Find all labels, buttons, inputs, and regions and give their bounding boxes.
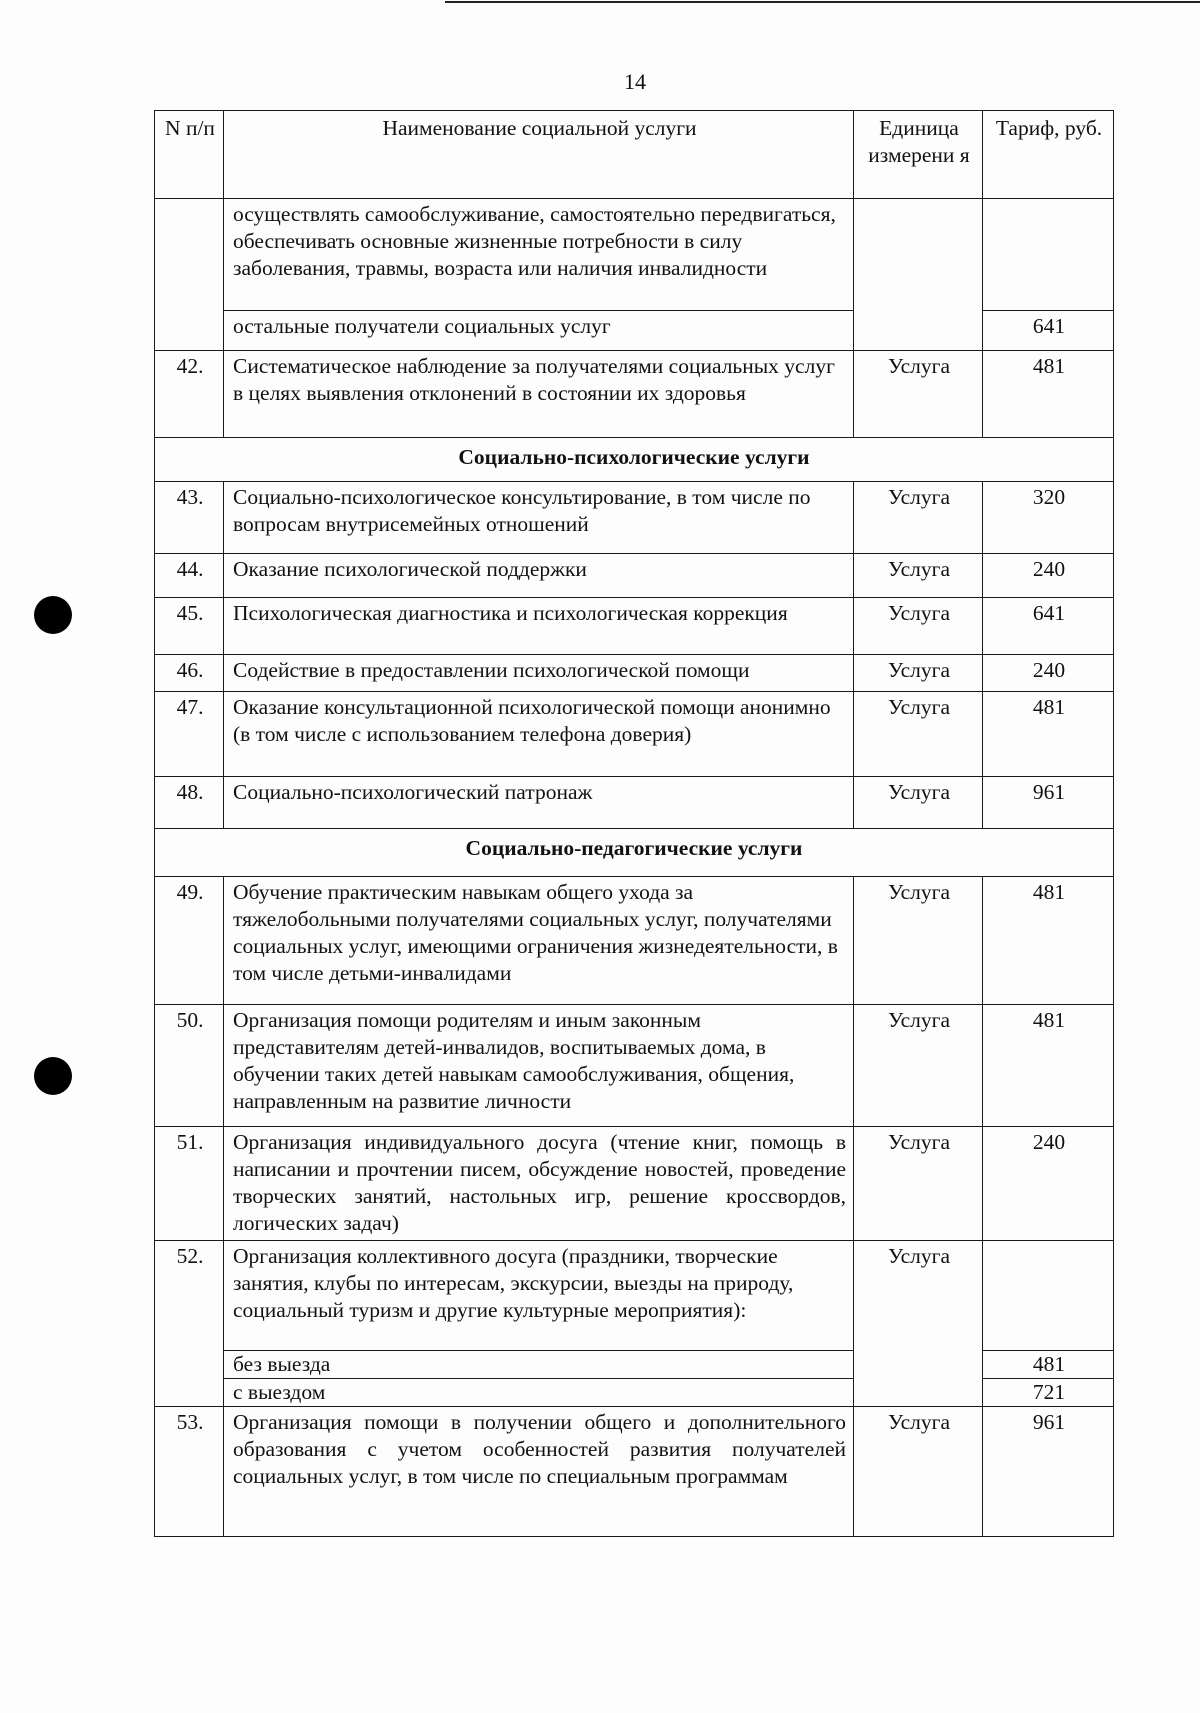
row-tariff: 481 [983,877,1114,1005]
row-tariff: 481 [983,351,1114,438]
continuation-tariff-cell [983,199,1114,311]
table-row [155,655,1114,692]
row-num: 48. [155,777,224,829]
row-tariff: 240 [983,1127,1114,1241]
row-num: 52. [155,1241,224,1407]
others-label: остальные получатели социальных услуг [224,311,854,351]
header-tariff: Тариф, руб. [983,111,1114,199]
header-name: Наименование социальной услуги [224,111,854,199]
row-unit: Услуга [854,482,983,554]
row-unit: Услуга [854,554,983,598]
row-num: 43. [155,482,224,554]
section-title-ped: Социально-педагогические услуги [155,829,1114,877]
row-num: 42. [155,351,224,438]
row-name: Организация коллективного досуга (праздники, творческие занятия, клубы по интересам, экскурсии, выезды на природу, социальный туризм и другие культурные мероприятия): [224,1241,854,1351]
table-row [155,777,1114,829]
row-unit: Услуга [854,351,983,438]
table-row [155,877,1114,1005]
row-num: 49. [155,877,224,1005]
row-unit: Услуга [854,1407,983,1537]
row-name: Оказание консультационной психологической помощи анонимно (в том числе с использованием телефона доверия) [224,692,854,777]
table-row [155,1127,1114,1241]
row-unit: Услуга [854,655,983,692]
row-name: Организация помощи в получении общего и дополнительного образования с учетом особенностей развития получателей социальных услуг, в том числе по специальным программам [224,1407,854,1537]
section-row-ped [155,829,1114,877]
row-name: Социально-психологический патронаж [224,777,854,829]
row-num: 45. [155,598,224,655]
row-tariff: 320 [983,482,1114,554]
table-row [155,598,1114,655]
row-unit: Услуга [854,877,983,1005]
row-num: 44. [155,554,224,598]
row-name: Социально-психологическое консультирование, в том числе по вопросам внутрисемейных отношений [224,482,854,554]
row-num: 50. [155,1005,224,1127]
row-num: 53. [155,1407,224,1537]
row-unit: Услуга [854,1127,983,1241]
punch-hole-top [34,596,72,634]
row-name: Оказание психологической поддержки [224,554,854,598]
row-name: Обучение практическим навыкам общего ухода за тяжелобольными получателями социальных услуг, получателями социальных услуг, имеющими ограничения жизнедеятельности, в том числе детьми-инвалидами [224,877,854,1005]
row-name: Систематическое наблюдение за получателями социальных услуг в целях выявления отклонений в состоянии их здоровья [224,351,854,438]
row-tariff: 240 [983,655,1114,692]
row-unit: Услуга [854,1241,983,1407]
punch-hole-bottom [34,1057,72,1095]
row52-tariff-empty [983,1241,1114,1351]
table-row [155,554,1114,598]
row-unit: Услуга [854,692,983,777]
row-unit: Услуга [854,1005,983,1127]
header-unit: Единица измерени я [854,111,983,199]
table-row [155,1005,1114,1127]
section-title-psych: Социально-психологические услуги [155,438,1114,482]
top-border-line [445,1,1200,3]
subrow-tariff: 481 [983,1351,1114,1379]
row-name: Организация помощи родителям и иным законным представителям детей-инвалидов, воспитываемых дома, в обучении таких детей навыкам самообслуживания, общения, направленным на развитие личности [224,1005,854,1127]
table-row [155,351,1114,438]
others-tariff: 641 [983,311,1114,351]
row-tariff: 481 [983,1005,1114,1127]
row-unit: Услуга [854,598,983,655]
header-num: N п/п [155,111,224,199]
row-tariff: 240 [983,554,1114,598]
tariff-table [154,110,1114,1537]
row-tariff: 961 [983,1407,1114,1537]
continuation-row [155,199,1114,311]
row-tariff: 961 [983,777,1114,829]
row-num: 47. [155,692,224,777]
row-name: Психологическая диагностика и психологическая коррекция [224,598,854,655]
row-num: 46. [155,655,224,692]
table-row [155,1407,1114,1537]
continuation-text: осуществлять самообслуживание, самостоятельно передвигаться, обеспечивать основные жизненные потребности в силу заболевания, травмы, возраста или наличия инвалидности [224,199,854,311]
table-row [155,482,1114,554]
continuation-unit-cell [854,199,983,351]
table-row [155,1241,1114,1351]
continuation-num-cell [155,199,224,351]
row-tariff: 481 [983,692,1114,777]
subrow-tariff: 721 [983,1379,1114,1407]
row-name: Организация индивидуального досуга (чтение книг, помощь в написании и прочтении писем, обсуждение новостей, проведение творческих занятий, настольных игр, решение кроссвордов, логических задач) [224,1127,854,1241]
page-number: 14 [624,69,646,94]
table-header-row [155,111,1114,199]
row-tariff: 641 [983,598,1114,655]
subrow-label: без выезда [224,1351,854,1379]
section-row-psych [155,438,1114,482]
row-unit: Услуга [854,777,983,829]
row-num: 51. [155,1127,224,1241]
subrow-label: с выездом [224,1379,854,1407]
row-name: Содействие в предоставлении психологической помощи [224,655,854,692]
table-row [155,692,1114,777]
